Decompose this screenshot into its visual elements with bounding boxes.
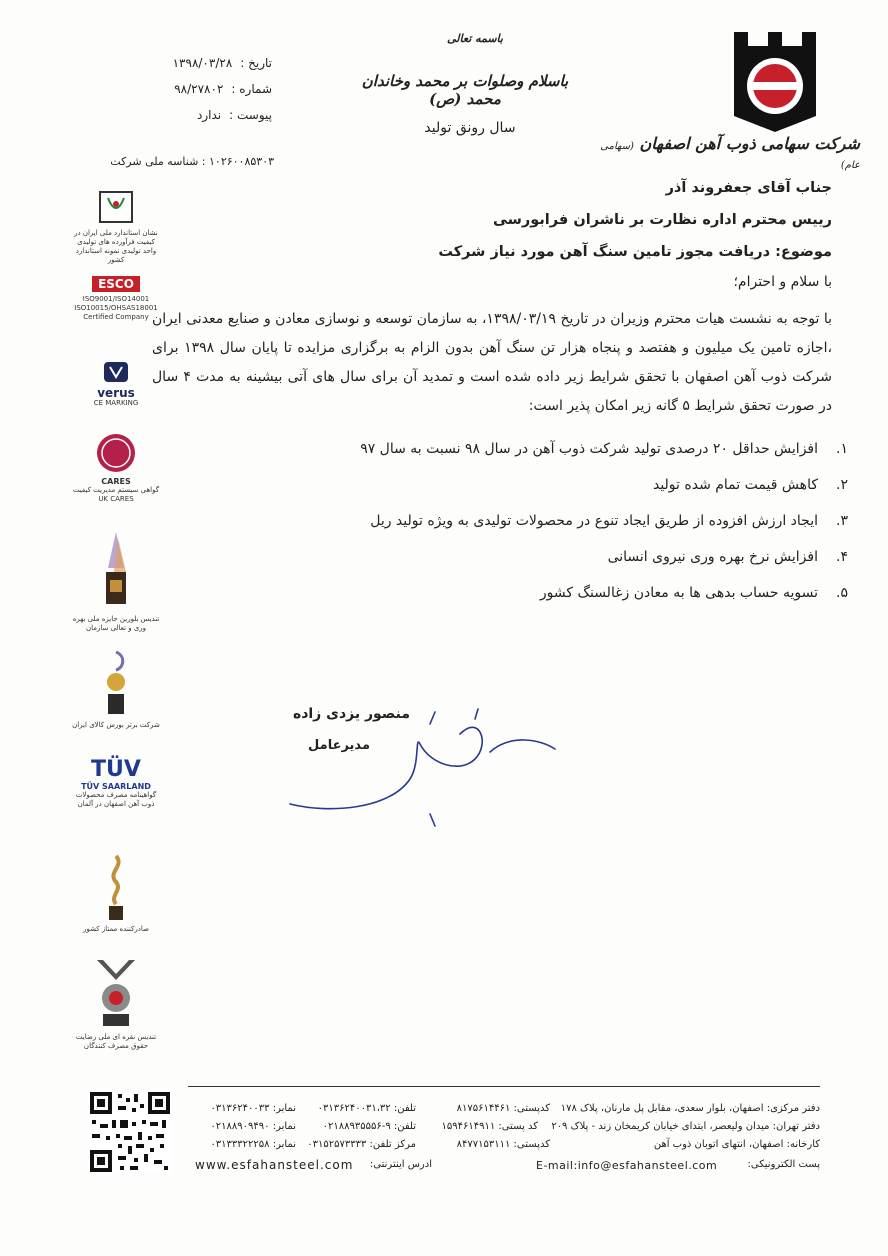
cares-seal-icon xyxy=(95,432,137,474)
verus-mark-icon xyxy=(101,360,131,384)
crystal-trophy-icon xyxy=(96,528,136,612)
number-value: ۹۸/۲۷۸۰۲ xyxy=(174,82,224,96)
company-name: شرکت سهامی ذوب آهن اصفهان (سهامی عام) xyxy=(600,134,860,171)
exporter-trophy-icon xyxy=(101,852,131,922)
tehran-office-fax: نمابر: ۰۲۱۸۸۹۰۹۴۹۰ xyxy=(210,1121,296,1132)
website-label: ادرس اینترنتی: xyxy=(369,1159,432,1170)
cert-exporter: صادرکننده ممتاز کشور xyxy=(72,852,160,934)
body-paragraph: با توجه به نشست هیات محترم وزیران در تاریخ ۱۳۹۸/۰۳/۱۹، به سازمان توسعه و نوسازی معادن و صنایع معدنی ایران ،اجازه تامین یک میلیون و هفتصد و پنجاه هزار تن سنگ آهن بدون الزام به برگزاری مزایده تا پایان سال ۱۳۹۸ برای شرکت ذوب آهن اصفهان با تحقق شرایط زیر داده شده است و تمدید آن برای سال های آتی بیشینه به مدت ۴ سال در صورت تحقق شرایط ۵ گانه زیر امکان پذیر است: xyxy=(152,311,833,414)
cert-tuv: TÜV TÜV SAARLAND گواهینامه مصرف محصولات ذوب آهن اصفهان در آلمان xyxy=(75,757,157,808)
attachment-label: پیوست : xyxy=(229,108,272,122)
central-office-fax: نمابر: ۰۳۱۳۶۲۴۰۰۳۳ xyxy=(210,1103,296,1114)
basmala: باسمه تعالی xyxy=(447,32,503,45)
central-office-postal: کدپستی: ۸۱۷۵۶۱۴۴۶۱ xyxy=(456,1103,550,1114)
website-link[interactable]: www.esfahansteel.com xyxy=(195,1158,354,1172)
cert-national-standard: نشان استاندارد ملی ایران در کیفیت فرآورده های تولیدی واحد تولیدی نمونه استاندارد کشور xyxy=(72,188,160,265)
date-label: تاریخ : xyxy=(240,56,272,70)
email-link[interactable]: E-mail:info@esfahansteel.com xyxy=(536,1159,718,1172)
factory-postal: کدپستی: ۸۴۷۷۱۵۳۱۱۱ xyxy=(456,1139,550,1150)
date-row xyxy=(100,56,272,70)
list-item: ۳. ایجاد ارزش افزوده از طریق ایجاد تنوع در محصولات تولیدی به ویژه تولید ریل xyxy=(370,513,848,529)
central-office-phone: تلفن: ۰۳۱۳۶۲۴۰۰۳۱،۳۲ xyxy=(317,1103,416,1114)
standard-mark-icon xyxy=(96,188,136,226)
number-label: شماره : xyxy=(231,82,272,96)
factory-phone: مرکز تلفن: ۰۳۱۵۲۵۷۳۳۳۳ xyxy=(307,1139,416,1150)
year-slogan: سال رونق تولید xyxy=(424,120,516,136)
email-label: پست الکترونیکی: xyxy=(747,1159,820,1170)
list-item: ۲. کاهش قیمت تمام شده تولید xyxy=(652,477,848,493)
national-id: ۱۰۲۶۰۰۸۵۳۰۳ : شناسه ملی شرکت xyxy=(110,155,274,168)
factory-address: کارخانه: اصفهان، انتهای اتوبان ذوب آهن xyxy=(653,1139,820,1150)
company-logo xyxy=(728,28,822,132)
tehran-office-address: دفتر تهران: میدان ولیعصر، ابتدای خیابان کریمخان زند - پلاک ۲۰۹ xyxy=(551,1121,820,1132)
recipient-title: رییس محترم اداره نظارت بر ناشران فرابورسی xyxy=(493,212,832,228)
cert-stock-exchange: شرکت برتر بورس کالای ایران xyxy=(72,648,160,730)
subject-line: موضوع: دریافت مجوز تامین سنگ آهن مورد نیاز شرکت xyxy=(438,244,832,260)
cert-consumer-rights: تندیس نقره ای ملی رضایت حقوق مصرف کنندگان xyxy=(72,954,160,1051)
number-row xyxy=(100,82,272,96)
stock-trophy-icon xyxy=(98,648,134,718)
cert-productivity-award: تندیس بلورین جایزه ملی بهره وری و تعالی سازمان xyxy=(72,528,160,633)
attachment-row xyxy=(100,108,272,122)
central-office-address: دفتر مرکزی: اصفهان، بلوار سعدی، مقابل پل مارنان، پلاک ۱۷۸ xyxy=(560,1103,820,1114)
factory-fax: نمابر: ۰۳۱۳۳۳۲۲۲۵۸ xyxy=(210,1139,296,1150)
cert-verus: verus CE MARKING xyxy=(72,360,160,408)
recipient-name: جناب آقای جعفروند آذر xyxy=(665,180,832,196)
list-item: ۵. تسویه حساب بدهی ها به معادن زغالسنگ کشور xyxy=(539,585,848,601)
tehran-office-postal: کد پستی: ۱۵۹۴۶۱۴۹۱۱ xyxy=(441,1121,538,1132)
attachment-value: ندارد xyxy=(197,108,222,122)
footer-divider xyxy=(188,1086,820,1087)
cert-esco: ESCO ISO9001/ISO14001 ISO10015/OHSAS18001 Certified Company xyxy=(74,277,158,321)
list-item: ۱. افزایش حداقل ۲۰ درصدی تولید شرکت ذوب آهن در سال ۹۸ نسبت به سال ۹۷ xyxy=(360,441,848,457)
list-item: ۴. افزایش نرخ بهره وری نیروی انسانی xyxy=(607,549,848,565)
cert-cares: CARES گواهی سیستم مدیریت کیفیت UK CARES xyxy=(72,432,160,504)
qr-code xyxy=(88,1090,172,1174)
signer-name: منصور یزدی زاده xyxy=(292,706,410,722)
salawat: باسلام وصلوات بر محمد وخاندان محمد (ص) xyxy=(361,72,569,108)
tehran-office-phone: تلفن: ۹-۰۲۱۸۸۹۳۵۵۵۶ xyxy=(322,1121,416,1132)
silver-statue-icon xyxy=(91,954,141,1030)
date-value: ۱۳۹۸/۰۳/۲۸ xyxy=(172,56,233,70)
conditions-list xyxy=(248,431,848,611)
greeting: با سلام و احترام؛ xyxy=(733,274,832,290)
signer-title: مدیرعامل xyxy=(308,738,370,753)
signature xyxy=(270,704,560,834)
